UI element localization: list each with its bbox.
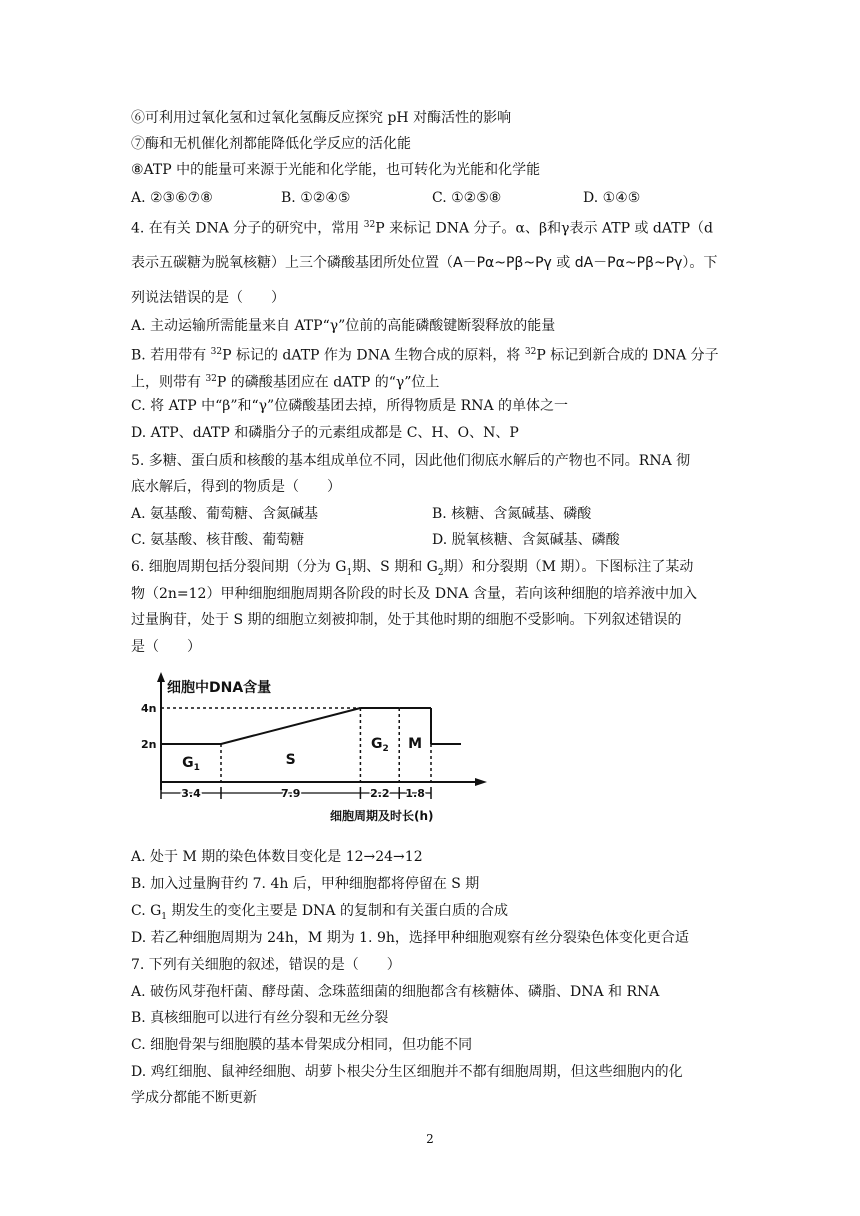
phase-label-g1: $G_1$ bbox=[182, 755, 200, 773]
q6-option-d: D. 若乙种细胞周期为 24h，M 期为 1. 9h，选择甲种细胞观察有丝分裂染色体变化更合适 bbox=[131, 930, 689, 946]
q7-option-a: A. 破伤风芽孢杆菌、酵母菌、念珠蓝细菌的细胞都含有核糖体、磷脂、DNA 和 RNA bbox=[131, 984, 660, 1000]
dna-curve-s bbox=[221, 708, 360, 744]
q4-option-c: C. 将 ATP 中“β”和“γ”位磷酸基团去掉，所得物质是 RNA 的单体之一 bbox=[131, 398, 569, 414]
q6-option-c: C. $G_1$ 期发生的变化主要是 DNA 的复制和有关蛋白质的合成 bbox=[131, 903, 508, 922]
q7-option-c: C. 细胞骨架与细胞膜的基本骨架成分相同，但功能不同 bbox=[131, 1037, 473, 1053]
q7-stem: 7. 下列有关细胞的叙述，错误的是（ ） bbox=[131, 957, 401, 973]
chart-title: 细胞中DNA含量 bbox=[167, 680, 272, 696]
q5-option-c: C. 氨基酸、核苷酸、葡萄糖 bbox=[131, 532, 305, 548]
q3-options bbox=[131, 188, 731, 208]
page-number: 2 bbox=[426, 1132, 434, 1146]
q7-option-d-line2: 学成分都能不断更新 bbox=[131, 1090, 257, 1106]
statement-7: ⑦酶和无机催化剂都能降低化学反应的活化能 bbox=[131, 136, 411, 152]
q3-option-c: C. ①②⑤⑧ bbox=[432, 190, 502, 206]
q4-option-b-line1: B. 若用带有 $^{32}$P 标记的 dATP 作为 DNA 生物合成的原料，将 $^{32}$P 标记到新合成的 DNA 分子 bbox=[131, 347, 719, 364]
duration-label-s: 7.9 bbox=[280, 787, 301, 800]
q4-option-b-line2: 上，则带有 $^{32}$P 的磷酸基团应在 dATP 的“γ”位上 bbox=[131, 374, 440, 391]
q5-option-a: A. 氨基酸、葡萄糖、含氮碱基 bbox=[131, 506, 319, 522]
q3-option-b: B. ①②④⑤ bbox=[281, 190, 351, 206]
y-axis-arrow bbox=[157, 672, 165, 682]
phase-label-g2: $G_2$ bbox=[370, 736, 389, 754]
q5-option-b: B. 核糖、含氮碱基、磷酸 bbox=[432, 506, 592, 522]
phase-label-m: M bbox=[408, 736, 423, 752]
dna-content-chart bbox=[141, 672, 490, 832]
duration-label-g2: 2.2 bbox=[370, 787, 390, 800]
phosphate-formula: A－Pα~Pβ~Pγ 或 dA－Pα~Pβ~Pγ bbox=[453, 255, 683, 271]
q5-stem-line2: 底水解后，得到的物质是（ ） bbox=[131, 479, 341, 495]
q7-option-d-line1: D. 鸡红细胞、鼠神经细胞、胡萝卜根尖分生区细胞并不都有细胞周期，但这些细胞内的化 bbox=[131, 1064, 683, 1080]
q3-option-d: D. ①④⑤ bbox=[583, 190, 641, 206]
q4-stem-line1: 4. 在有关 DNA 分子的研究中，常用 $^{32}$P 来标记 DNA 分子。α、β和γ表示 ATP 或 dATP（d bbox=[131, 220, 713, 237]
statement-6: ⑥可利用过氧化氢和过氧化氢酶反应探究 pH 对酶活性的影响 bbox=[131, 110, 512, 126]
y-tick-4n: 4n bbox=[141, 702, 157, 715]
q6-stem-line3: 过量胸苷，处于 S 期的细胞立刻被抑制，处于其他时期的细胞不受影响。下列叙述错误的 bbox=[131, 612, 682, 628]
q6-option-b: B. 加入过量胸苷约 7. 4h 后，甲种细胞都将停留在 S 期 bbox=[131, 876, 480, 892]
q4-option-a: A. 主动运输所需能量来自 ATP“γ”位前的高能磷酸键断裂释放的能量 bbox=[131, 318, 556, 334]
statement-8: ⑧ATP 中的能量可来源于光能和化学能，也可转化为光能和化学能 bbox=[131, 162, 541, 178]
q7-option-b: B. 真核细胞可以进行有丝分裂和无丝分裂 bbox=[131, 1010, 389, 1026]
q4-stem-line3: 列说法错误的是（ ） bbox=[131, 290, 285, 306]
x-axis-label: 细胞周期及时长(h) bbox=[330, 809, 434, 823]
q4-option-d: D. ATP、dATP 和磷脂分子的元素组成都是 C、H、O、N、P bbox=[131, 425, 519, 441]
duration-label-g1: 3.4 bbox=[181, 787, 201, 800]
q6-stem-line1: 6. 细胞周期包括分裂间期（分为 $G_1$期、S 期和 $G_2$期）和分裂期（M 期）。下图标注了某动 bbox=[131, 559, 694, 578]
x-axis-arrow bbox=[475, 778, 487, 786]
q4-stem-line2: 表示五碳糖为脱氧核糖）上三个磷酸基团所处位置（A－Pα~Pβ~Pγ 或 dA－Pα~Pβ~Pγ）。下 bbox=[131, 255, 718, 271]
q5-options-row1 bbox=[131, 504, 731, 524]
duration-label-m: 1.8 bbox=[405, 787, 425, 800]
q6-stem-line2: 物（2n=12）甲种细胞细胞周期各阶段的时长及 DNA 含量，若向该种细胞的培养液中加入 bbox=[131, 586, 697, 602]
q5-options-row2 bbox=[131, 530, 731, 550]
q5-stem-line1: 5. 多糖、蛋白质和核酸的基本组成单位不同，因此他们彻底水解后的产物也不同。RNA 彻 bbox=[131, 453, 691, 469]
q3-option-a: A. ②③⑥⑦⑧ bbox=[131, 190, 213, 206]
y-tick-2n: 2n bbox=[141, 738, 157, 751]
phase-label-s: S bbox=[285, 752, 296, 768]
q6-option-a: A. 处于 M 期的染色体数目变化是 12→24→12 bbox=[131, 849, 423, 865]
q6-stem-line4: 是（ ） bbox=[131, 639, 201, 655]
q5-option-d: D. 脱氧核糖、含氮碱基、磷酸 bbox=[432, 532, 620, 548]
